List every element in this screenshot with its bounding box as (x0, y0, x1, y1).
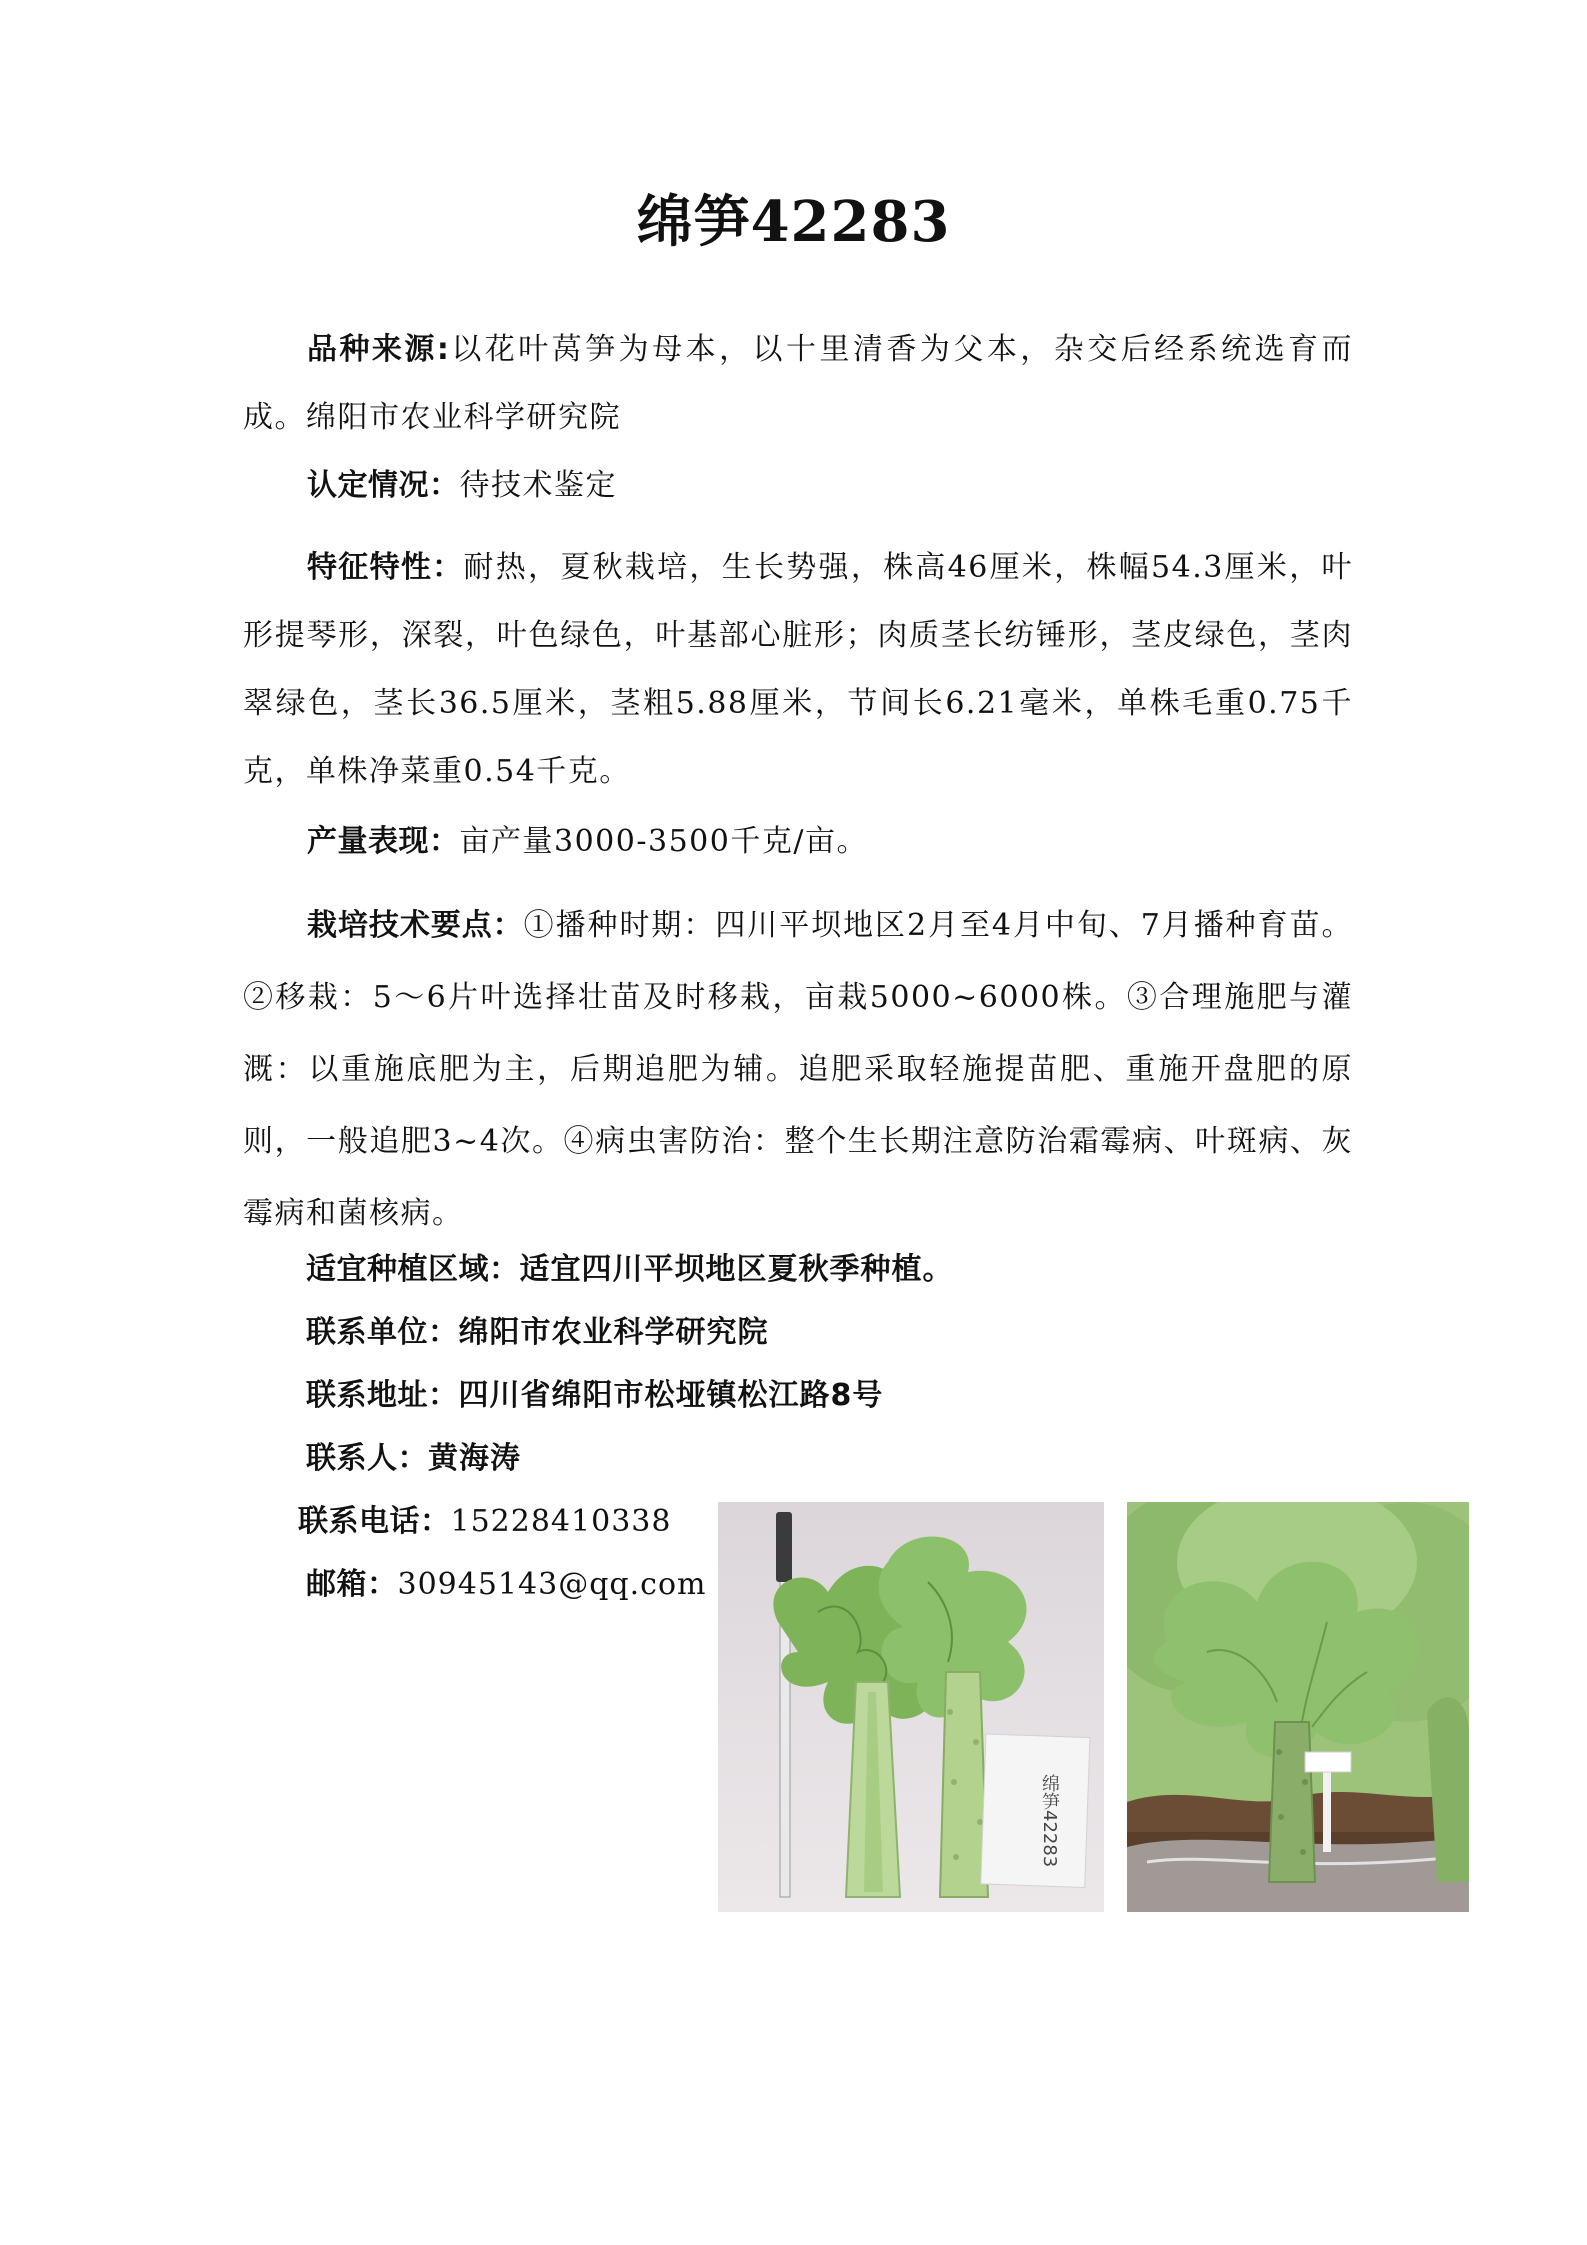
stem-whole (940, 1672, 988, 1897)
ruler-clamp (776, 1512, 792, 1582)
section-source (243, 316, 1353, 452)
section-yield-label: 产量表现： (307, 824, 460, 859)
section-cultivation (243, 890, 1353, 1250)
contact-email (306, 1565, 706, 1605)
section-certification-text: 待技术鉴定 (459, 468, 617, 503)
contact-region-text: 适宜四川平坝地区夏秋季种植。 (519, 1252, 954, 1287)
contact-region-label: 适宜种植区域： (306, 1252, 520, 1287)
contact-address-text: 四川省绵阳市松垭镇松江路8号 (458, 1378, 884, 1413)
contact-person (306, 1439, 521, 1479)
label-stake (1323, 1762, 1331, 1852)
contact-email-text: 30945143@qq.com (397, 1567, 707, 1602)
photo-field-plants (1127, 1502, 1469, 1912)
plant-stem (1269, 1722, 1315, 1882)
photo-field-plants-art (1127, 1502, 1469, 1912)
section-yield-text: 亩产量3000-3500千克/亩。 (459, 824, 868, 859)
section-cultivation-text: ①播种时期：四川平坝地区2月至4月中旬、7月播种育苗。②移栽：5～6片叶选择壮苗及时移栽，亩栽5000~6000株。③合理施肥与灌溉：以重施底肥为主，后期追肥为辅。追肥采取轻施提苗肥、重施开盘肥的原则，一般追肥3~4次。④病虫害防治：整个生长期注意防治霜霉病、叶斑病、灰霉病和菌核病。 (243, 908, 1354, 1231)
section-traits-label: 特征特性： (307, 550, 464, 585)
section-cultivation-label: 栽培技术要点： (307, 908, 524, 943)
section-yield (243, 808, 1353, 876)
contact-address-label: 联系地址： (306, 1378, 459, 1413)
contact-unit-label: 联系单位： (306, 1315, 459, 1350)
section-certification (243, 452, 1353, 520)
contact-phone-text: 15228410338 (450, 1504, 672, 1539)
section-source-text: 以花叶莴笋为母本，以十里清香为父本，杂交后经系统选育而成。绵阳市农业科学研究院 (243, 332, 1354, 435)
contact-region (306, 1250, 954, 1290)
contact-person-text: 黄海涛 (428, 1441, 521, 1476)
section-traits-text: 耐热，夏秋栽培，生长势强，株高46厘米，株幅54.3厘米，叶形提琴形，深裂，叶色绿色，叶基部心脏形；肉质茎长纺锤形，茎皮绿色，茎肉翠绿色，茎长36.5厘米，茎粗5.88厘米，节间长6.21毫米，单株毛重0.75千克，单株净菜重0.54千克。 (243, 550, 1353, 789)
contact-unit (306, 1313, 769, 1353)
contact-address (306, 1376, 883, 1416)
contact-phone (298, 1502, 671, 1542)
contact-person-label: 联系人： (306, 1441, 428, 1476)
photo-harvested-stems (718, 1502, 1104, 1912)
contact-unit-text: 绵阳市农业科学研究院 (458, 1315, 769, 1350)
seed-bag-label: 绵笋42283 (1039, 1774, 1060, 1868)
contact-phone-label: 联系电话： (298, 1504, 451, 1539)
section-source-label: 品种来源: (307, 332, 450, 367)
page-title: 绵笋42283 (636, 189, 951, 255)
section-certification-label: 认定情况： (307, 468, 460, 503)
section-traits (243, 534, 1353, 806)
contact-email-label: 邮箱： (306, 1567, 398, 1602)
